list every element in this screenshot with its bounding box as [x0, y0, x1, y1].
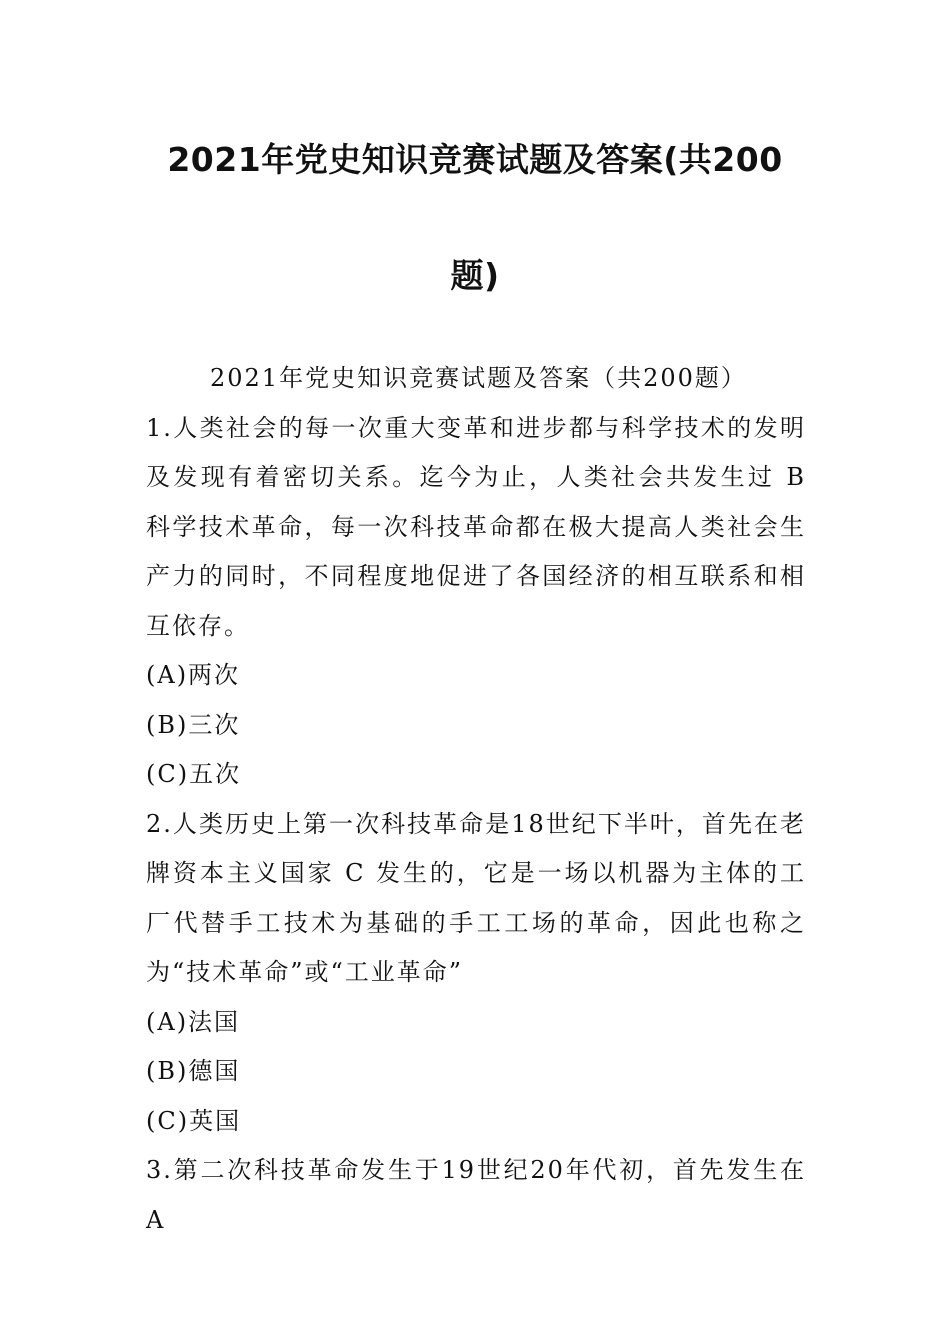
question-1-option-b: (B)三次	[146, 710, 241, 739]
question-2-option-c: (C)英国	[146, 1106, 242, 1135]
question-2: 2.人类历史上第一次科技革命是18世纪下半叶，首先在老牌资本主义国家 C 发生的，它是一场以机器为主体的工厂代替手工技术为基础的手工工场的革命，因此也称之为“技术革命”或“工业革命”	[146, 809, 806, 986]
document-body	[146, 354, 806, 1245]
question-2-option-a: (A)法国	[146, 1007, 241, 1036]
question-1-option-a: (A)两次	[146, 661, 241, 689]
question-2-option-b: (B)德国	[146, 1057, 241, 1085]
document-title-line-2: 题)	[450, 256, 500, 295]
question-1-option-c: (C)五次	[146, 760, 242, 788]
question-1: 1.人类社会的每一次重大变革和进步都与科学技术的发明及发现有着密切关系。迄今为止，人类社会共发生过 B 科学技术革命，每一次科技革命都在极大提高人类社会生产力的同时，不同程度地促进了各国经济的相互联系和相互依存。	[146, 413, 806, 640]
document-title-line-1: 2021年党史知识竞赛试题及答案(共200	[167, 140, 783, 179]
document-subtitle: 2021年党史知识竞赛试题及答案（共200题）	[210, 364, 747, 392]
question-3: 3.第二次科技革命发生于19世纪20年代初，首先发生在 A	[146, 1156, 806, 1234]
